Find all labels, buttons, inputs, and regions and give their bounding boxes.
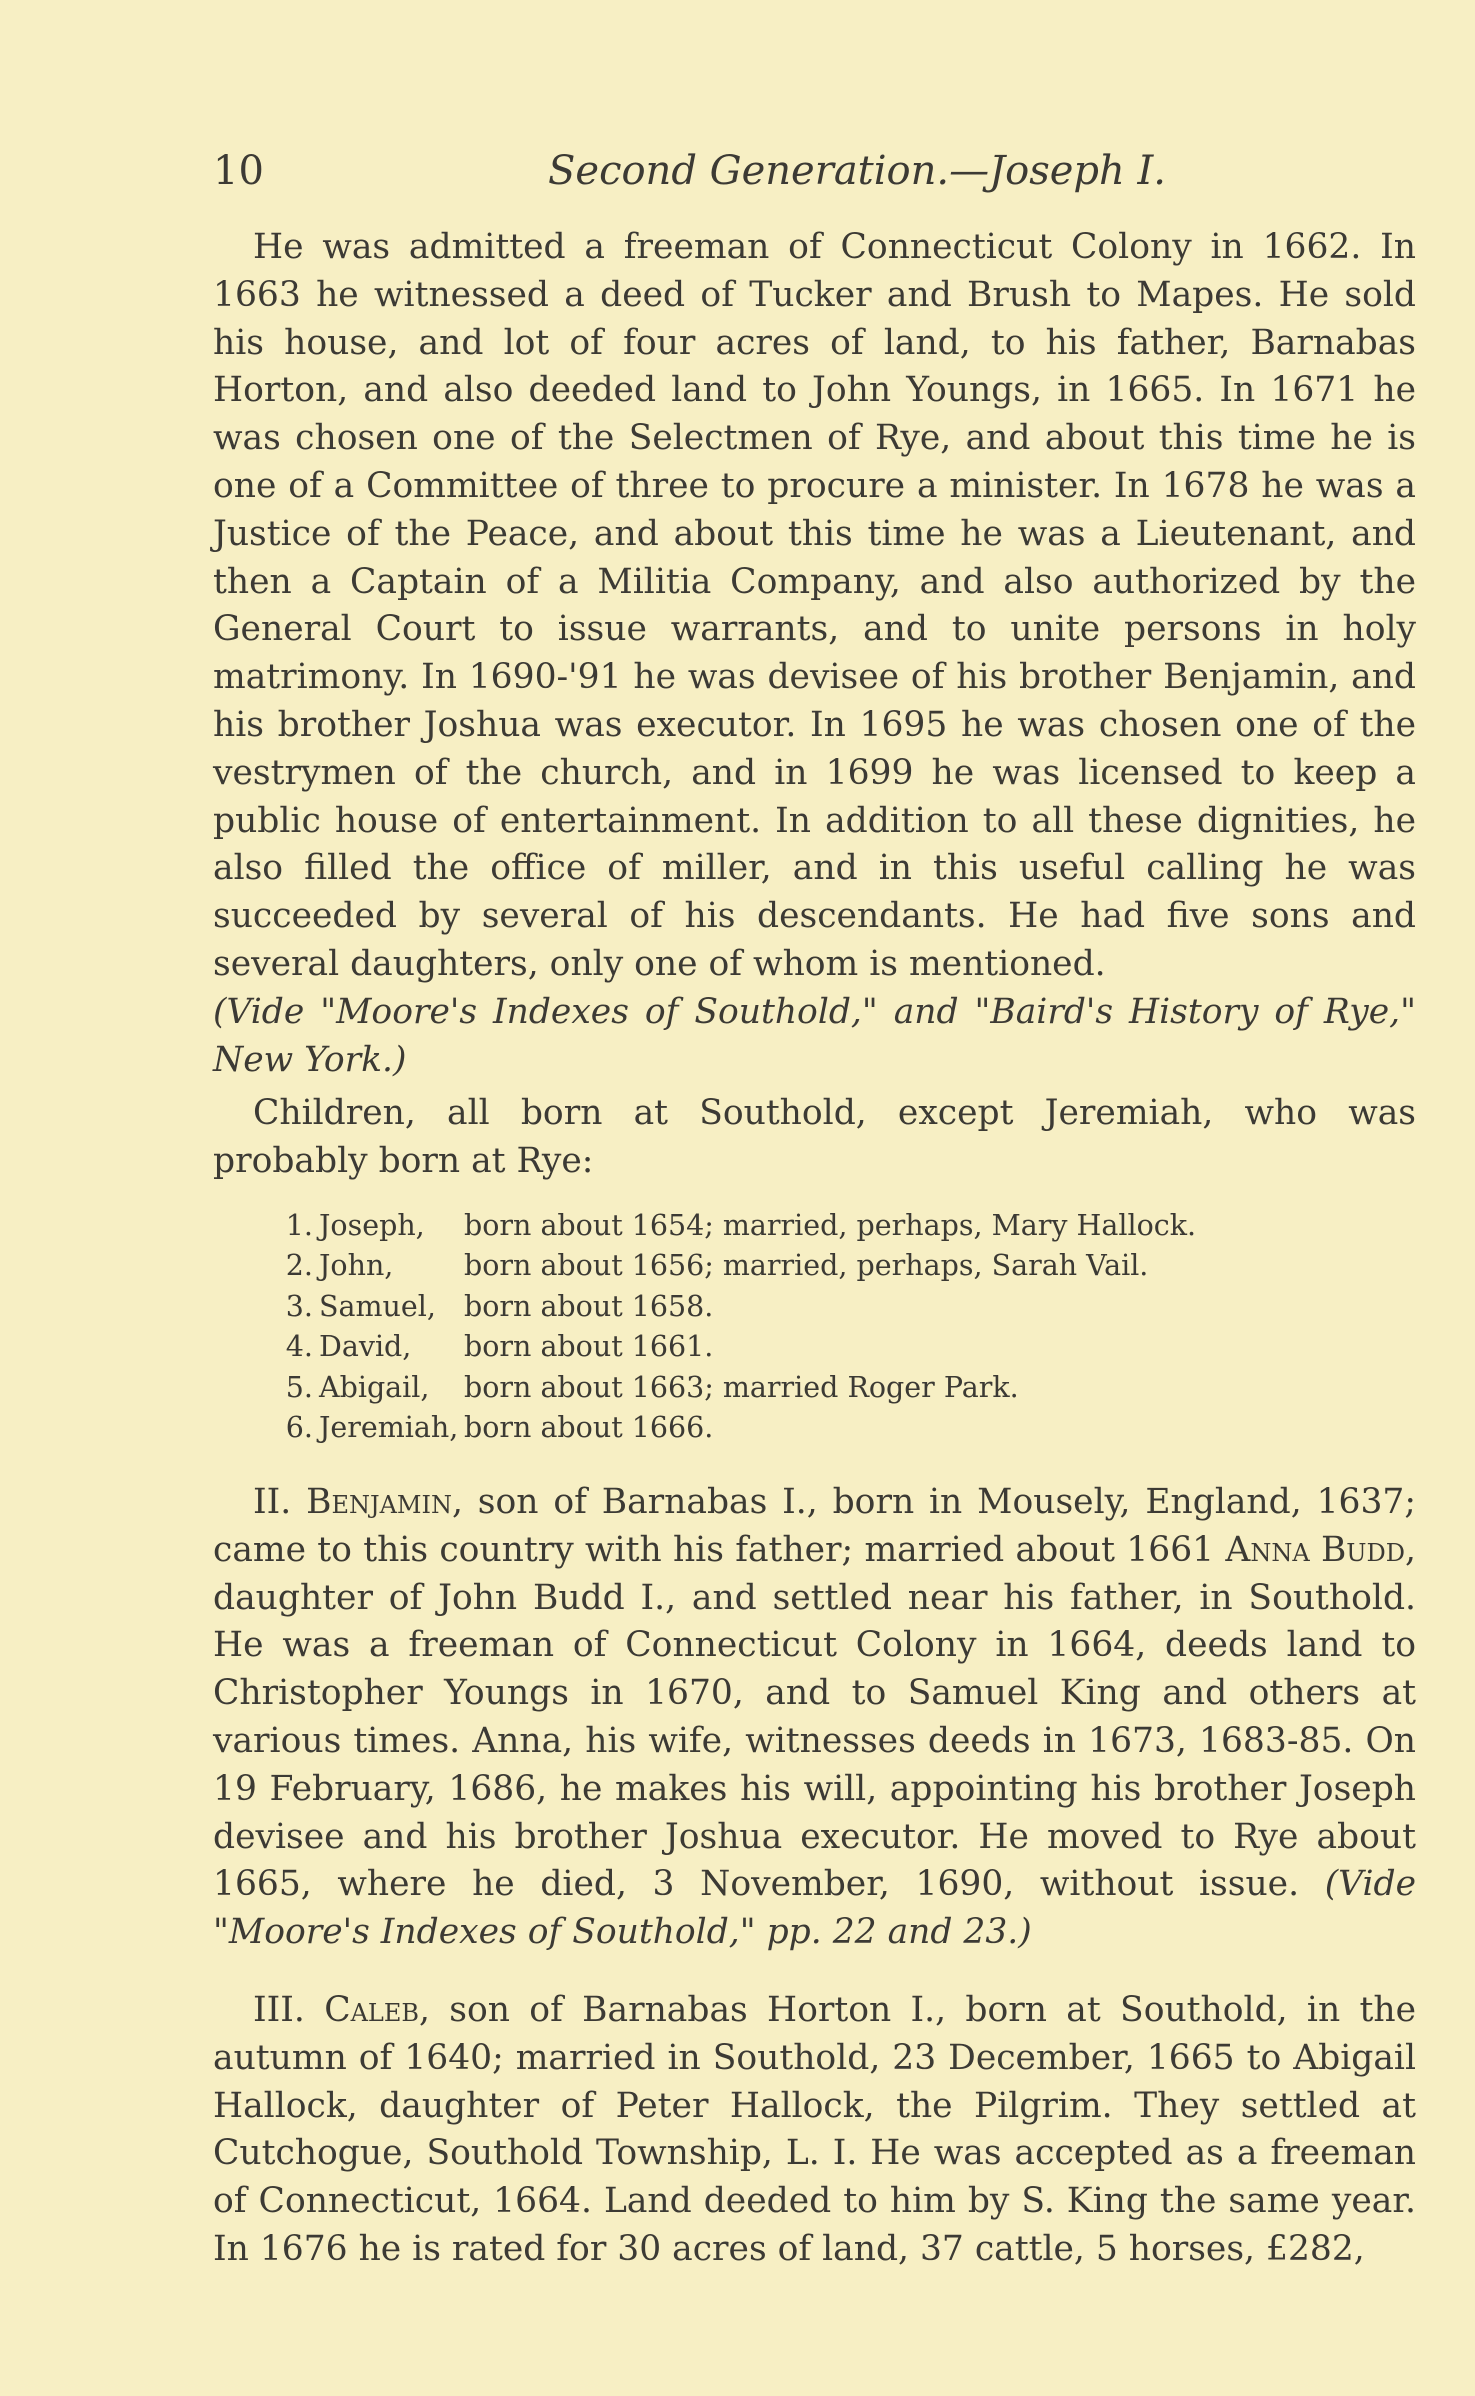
child-details: born about 1654; married, perhaps, Mary Hallock. — [464, 1208, 1197, 1242]
children-intro: Children, all born at Southold, except Jeremiah, who was probably born at Rye: — [213, 1093, 1416, 1182]
child-name: John, — [319, 1249, 394, 1283]
spouse-name: Anna Budd — [1225, 1529, 1406, 1570]
list-item — [270, 1246, 1416, 1287]
child-number: 2. — [285, 1249, 313, 1283]
running-title: Second Generation.—Joseph I. — [548, 148, 1167, 194]
child-name: Samuel, — [319, 1289, 436, 1323]
list-item — [270, 1408, 1416, 1449]
vide-reference: (Vide "Moore's Indexes of Southold," and "Baird's History of Rye," New York.) — [213, 991, 1416, 1080]
children-list — [270, 1206, 1416, 1449]
child-name: Joseph, — [319, 1208, 425, 1242]
child-name: Abigail, — [319, 1370, 430, 1404]
section-text: , daughter of John Budd I., and settled near his father, in Southold. He was a freeman of Connecticut Colony in 1664, deeds land to Christopher Youngs in 1670, and to Samuel King and others at various times. Anna, his wife, witnesses deeds in 1673, 1683-85. On 19 February, 1686, he makes his will, appointing his brother Joseph devisee and his brother Joshua executor. He moved to Rye about 1665, where he died, 3 November, 1690, without issue. — [213, 1529, 1416, 1905]
paragraph-joseph: He was admitted a freeman of Connecticut Colony in 1662. In 1663 he witnessed a deed of Tucker and Brush to Mapes. He sold his house, and lot of four acres of land, to his father, Barnabas Horton, and also deeded land to John Youngs, in 1665. In 1671 he was chosen one of the Selectmen of Rye, and about this time he is one of a Committee of three to procure a minister. In 1678 he was a Justice of the Peace, and about this time he was a Lieutenant, and then a Captain of a Militia Company, and also authorized by the General Court to issue warrants, and to unite persons in holy matrimony. In 1690-'91 he was devisee of his brother Benjamin, and his brother Joshua was executor. In 1695 he was chosen one of the vestrymen of the church, and in 1699 he was licensed to keep a public house of entertainment. In addition to all these dignities, he also filled the office of miller, and in this useful calling he was succeeded by several of his descendants. He had five sons and several daughters, only one of whom is mentioned. — [213, 227, 1416, 984]
list-item — [270, 1287, 1416, 1328]
list-item — [270, 1206, 1416, 1247]
child-details: born about 1656; married, perhaps, Sarah Vail. — [464, 1249, 1149, 1283]
section-numeral: II. — [253, 1481, 292, 1522]
child-details: born about 1663; married Roger Park. — [464, 1370, 1019, 1404]
child-number: 5. — [285, 1370, 313, 1404]
person-name: Caleb — [324, 1989, 420, 2030]
child-details: born about 1658. — [464, 1289, 714, 1323]
list-item — [270, 1327, 1416, 1368]
page-number: 10 — [213, 148, 264, 194]
child-name: Jeremiah, — [319, 1411, 459, 1445]
person-name: Benjamin — [306, 1481, 452, 1522]
section-caleb — [213, 1987, 1416, 2274]
section-text: , son of Barnabas I., born in Mousely, England, 1637; came to this country with his father; married about 1661 — [213, 1481, 1416, 1570]
child-number: 6. — [285, 1411, 313, 1445]
child-number: 4. — [285, 1330, 313, 1364]
child-details: born about 1661. — [464, 1330, 714, 1364]
vide-reference: (Vide "Moore's Indexes of Southold," pp. 22 and 23.) — [213, 1864, 1416, 1953]
section-benjamin — [213, 1479, 1416, 1957]
section-text: , son of Barnabas Horton I., born at Southold, in the autumn of 1640; married in Southold, 23 December, 1665 to Abigail Hallock, daughter of Peter Hallock, the Pilgrim. They settled at Cutchogue, Southold Township, L. I. He was accepted as a freeman of Connecticut, 1664. Land deeded to him by S. King the same year. In 1676 he is rated for 30 acres of land, 37 cattle, 5 horses, £282, — [213, 1989, 1417, 2269]
page-body — [213, 224, 1416, 2274]
child-number: 3. — [285, 1289, 313, 1323]
child-name: David, — [319, 1330, 412, 1364]
list-item — [270, 1368, 1416, 1409]
page-header — [0, 140, 1475, 200]
section-numeral: III. — [253, 1989, 305, 2030]
child-details: born about 1666. — [464, 1411, 714, 1445]
child-number: 1. — [285, 1208, 313, 1242]
